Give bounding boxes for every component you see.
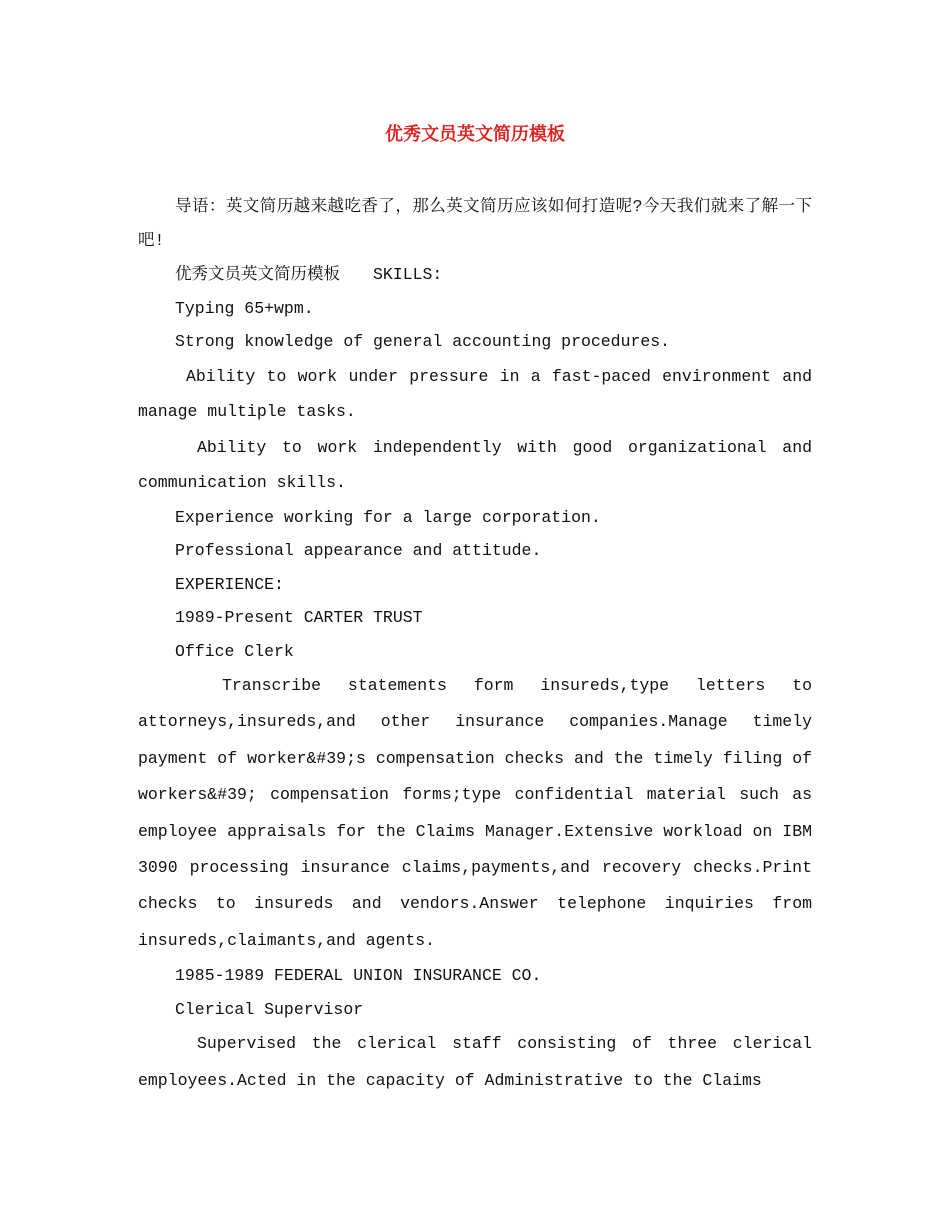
skill-item: Ability to work independently with good organizational and communication skills.: [138, 437, 812, 492]
job-description: Supervised the clerical staff consisting of three clerical employees.Acted in the capacity of Administrative to the Claims: [138, 1034, 812, 1090]
skill-item: Typing 65+wpm.: [175, 298, 314, 318]
document-body: [138, 190, 812, 1099]
intro-paragraph: 导语：英文简历越来越吃香了，那么英文简历应该如何打造呢?今天我们就来了解一下吧!: [138, 197, 812, 250]
document-title: 优秀文员英文简历模板: [385, 124, 565, 145]
skill-item: Ability to work under pressure in a fast-paced environment and manage multiple tasks.: [138, 366, 812, 421]
job-position: Office Clerk: [175, 641, 294, 661]
skill-item: Experience working for a large corporation.: [175, 507, 601, 527]
skills-heading: 优秀文员英文简历模板 SKILLS:: [175, 265, 443, 284]
experience-heading: EXPERIENCE:: [175, 574, 284, 594]
skill-item: Professional appearance and attitude.: [175, 541, 542, 560]
job-period-company: 1985-1989 FEDERAL UNION INSURANCE CO.: [175, 966, 542, 986]
job-description: Transcribe statements form insureds,type letters to attorneys,insureds,and other insurance companies.Manage timely payment of worker&#39;s compensation checks and the timely filing of workers&#39; compensation forms;type confidential material such as employee appraisals for the Claims Manager.Extensive workload on IBM 3090 processing insurance claims,payments,and recovery checks.Print checks to insureds and vendors.Answer telephone inquiries from insureds,claimants,and agents.: [138, 676, 812, 950]
skill-item: Strong knowledge of general accounting procedures.: [175, 332, 671, 351]
job-position: Clerical Supervisor: [175, 999, 364, 1019]
job-period-company: 1989-Present CARTER TRUST: [175, 608, 423, 627]
